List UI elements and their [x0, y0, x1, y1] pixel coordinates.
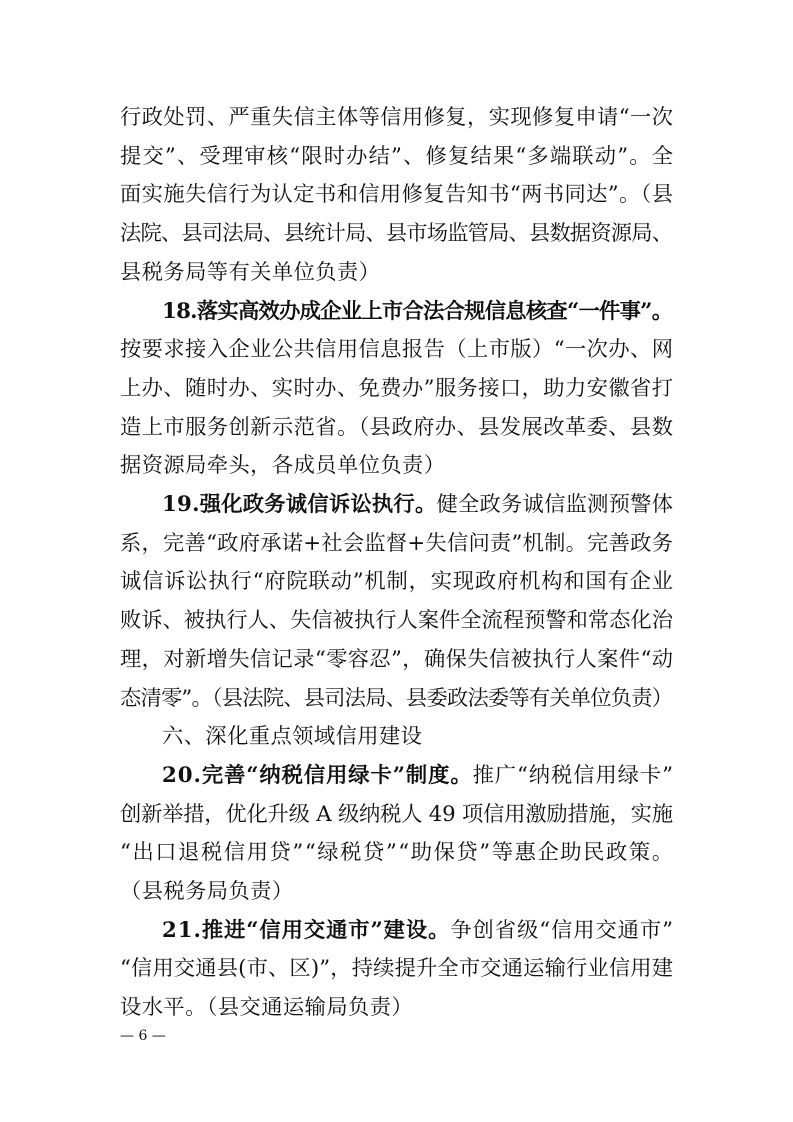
line-text: [162, 916, 674, 946]
line-text: 诚信诉讼执行“府院联动”机制，实现政府机构和国有企业: [120, 569, 674, 594]
line-text: 行政处罚、严重失信主体等信用修复，实现修复申请“一次: [120, 105, 674, 130]
item-18-line: [120, 335, 673, 365]
item-21-text: 争创省级“信用交通市”: [450, 918, 674, 943]
item-21-line: [120, 954, 673, 984]
item-19-last-line: [120, 684, 673, 714]
item-18-first-line: [162, 297, 673, 327]
line-text: 县税务局等有关单位负责）: [120, 260, 381, 285]
item-19-line: [120, 567, 673, 597]
item-19-line: [120, 529, 673, 559]
item-21-first-line: [162, 916, 673, 946]
line-text: 系，完善“政府承诺+社会监督+失信问责”机制。完善政务: [120, 531, 674, 556]
item-20-text: 推广“纳税信用绿卡”: [472, 763, 674, 788]
line-text: 败诉、被执行人、失信被执行人案件全流程预警和常态化治: [120, 608, 673, 633]
line-text: “信用交通县(市、区)”，持续提升全市交通运输行业信用建: [120, 956, 674, 981]
item-21-title: 21.推进“信用交通市”建设。: [162, 918, 451, 943]
line-text: 提交”、受理审核“限时办结”、修复结果“多端联动”。全: [120, 144, 675, 169]
item-20-title: 20.完善“纳税信用绿卡”制度。: [162, 763, 473, 788]
line-text: “出口退税信用贷”“绿税贷”“助保贷”等惠企助民政策。: [120, 840, 675, 865]
item-19-first-line: [162, 490, 673, 520]
item-19-line: [120, 645, 673, 675]
continued-paragraph-line: [120, 219, 673, 249]
line-text: 面实施失信行为认定书和信用修复告知书“两书同达”。（县: [120, 182, 674, 207]
line-text: 上办、随时办、实时办、免费办”服务接口，助力安徽省打: [120, 376, 674, 401]
item-21-last-line: [120, 993, 673, 1023]
section-heading: [162, 722, 673, 752]
line-text: [162, 761, 674, 791]
line-text: 理，对新增失信记录“零容忍”，确保失信被执行人案件“动: [120, 647, 674, 672]
page-number: — 6 —: [120, 1028, 166, 1044]
item-20-last-line: [120, 877, 673, 907]
item-18-title: 18.落实高效办成企业上市合法合规信息核查“一件事”。: [162, 299, 673, 324]
item-18-last-line: [120, 451, 673, 481]
item-19-text: 健全政务诚信监测预警体: [436, 492, 674, 517]
continued-paragraph-line: [120, 180, 673, 210]
line-text: （县税务局负责）: [120, 879, 294, 904]
line-text: 按要求接入企业公共信用信息报告（上市版）“一次办、网: [120, 337, 674, 362]
line-text: 创新举措，优化升级 A 级纳税人 49 项信用激励措施，实施: [120, 802, 673, 827]
continued-paragraph-line: [120, 103, 673, 133]
item-19-title: 19.强化政务诚信诉讼执行。: [162, 492, 437, 517]
line-text: 设水平。（县交通运输局负责）: [120, 995, 414, 1020]
section-heading-text: 六、深化重点领域信用建设: [162, 724, 423, 749]
continued-paragraph-last-line: [120, 258, 673, 288]
item-20-first-line: [162, 761, 673, 791]
item-18-line: [120, 374, 673, 404]
item-19-line: [120, 606, 673, 636]
line-text: [162, 490, 673, 520]
line-text: [162, 297, 672, 327]
item-20-line: [120, 838, 673, 868]
line-text: 态清零”。（县法院、县司法局、县委政法委等有关单位负责）: [120, 686, 673, 711]
item-18-line: [120, 413, 673, 443]
continued-paragraph-line: [120, 142, 673, 172]
line-text: 据资源局牵头，各成员单位负责）: [120, 453, 446, 478]
line-text: 造上市服务创新示范省。（县政府办、县发展改革委、县数: [120, 415, 674, 440]
item-20-line: [120, 800, 673, 830]
line-text: 法院、县司法局、县统计局、县市场监管局、县数据资源局、: [120, 221, 673, 246]
